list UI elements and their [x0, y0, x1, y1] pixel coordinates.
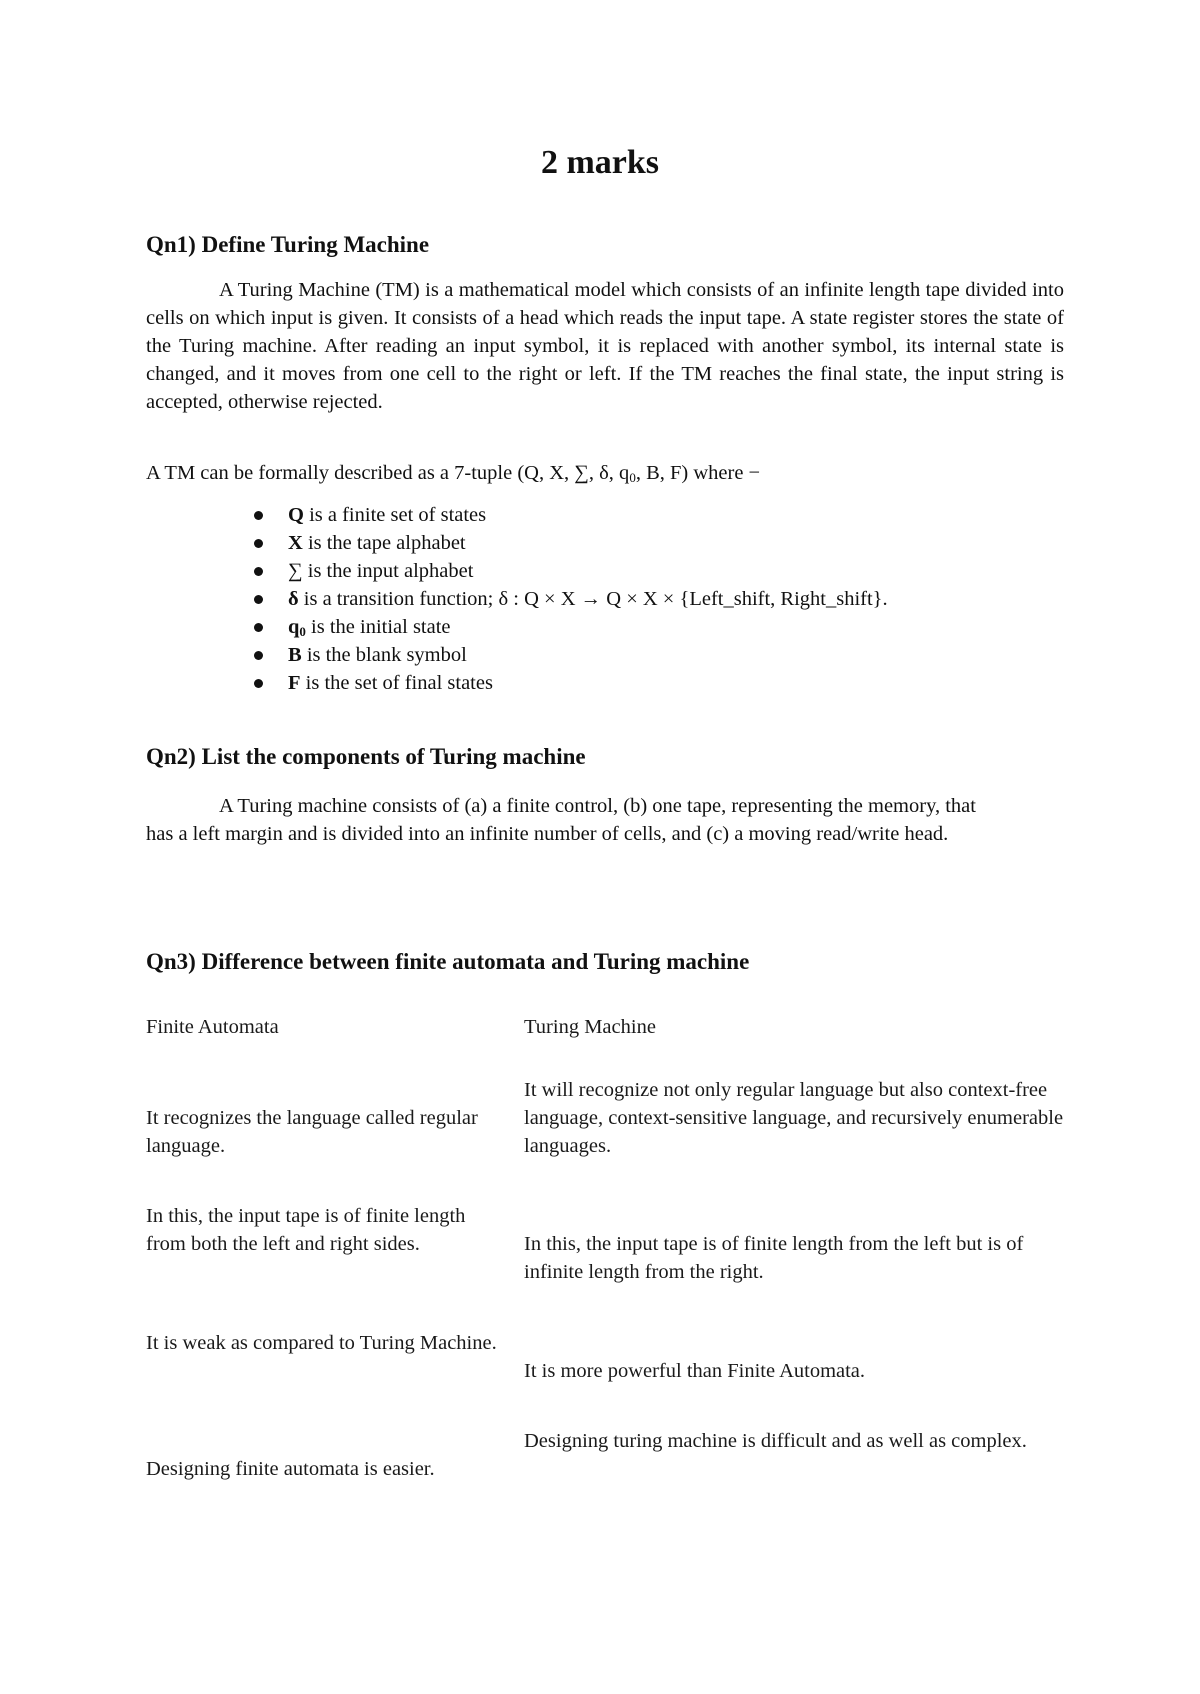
q1-paragraph: A Turing Machine (TM) is a mathematical model which consists of an infinite length tape divided into cells on which input is given. It consists of a head which reads the input tape. A state register stores the state of the Turing machine. After reading an input symbol, it is replaced with another symbol, its internal state is changed, and it moves from one cell to the right or left. If the TM reaches the final state, the input string is accepted, otherwise rejected. — [146, 279, 1064, 413]
bullet-icon — [254, 595, 263, 604]
table-cell-fa-row1: It recognizes the language called regular language. — [146, 1107, 478, 1157]
bullet-icon — [254, 651, 263, 660]
list-item-term: B — [288, 644, 302, 666]
list-item-text: is the input alphabet — [302, 560, 474, 582]
list-item-text: is the tape alphabet — [302, 532, 466, 554]
list-item-term: δ — [288, 588, 299, 610]
q2-heading: Qn2) List the components of Turing machine — [146, 744, 586, 769]
list-item-term: F — [288, 672, 301, 694]
list-item — [250, 501, 888, 529]
list-item — [250, 641, 888, 669]
bullet-icon — [254, 539, 263, 548]
bullet-icon — [254, 679, 263, 688]
list-item-text: is the set of final states — [300, 672, 493, 694]
tuple-definition-list — [250, 501, 888, 697]
table-cell-tm-row2: In this, the input tape is of finite length from the left but is of infinite length from the right. — [524, 1233, 1024, 1283]
list-item-term-sub: 0 — [299, 624, 306, 639]
list-item — [250, 529, 888, 557]
q1-tuple-intro-sub: 0 — [629, 470, 636, 485]
page-title: 2 marks — [540, 144, 660, 181]
list-item — [250, 669, 888, 697]
list-item-text: is a finite set of states — [303, 504, 487, 526]
table-cell-fa-row4: Designing finite automata is easier. — [146, 1458, 435, 1480]
list-item — [250, 613, 888, 641]
list-item-term: ∑ — [288, 560, 303, 582]
q3-heading: Qn3) Difference between finite automata and Turing machine — [146, 949, 750, 974]
q1-tuple-intro-pre: A TM can be formally described as a 7-tuple (Q, X, ∑, δ, q — [146, 462, 630, 484]
q1-heading: Qn1) Define Turing Machine — [146, 232, 430, 257]
table-cell-fa-row3: It is weak as compared to Turing Machine. — [146, 1332, 497, 1354]
bullet-icon — [254, 567, 263, 576]
table-header-turing-machine: Turing Machine — [524, 1016, 656, 1038]
list-item-text: is the blank symbol — [301, 644, 467, 666]
list-item-term — [288, 616, 306, 638]
table-cell-fa-row2: In this, the input tape is of finite length from both the left and right sides. — [146, 1205, 466, 1255]
table-cell-tm-row4: Designing turing machine is difficult and as well as complex. — [524, 1430, 1027, 1452]
bullet-icon — [254, 623, 263, 632]
q2-paragraph: A Turing machine consists of (a) a finite control, (b) one tape, representing the memory, that has a left margin and is divided into an infinite number of cells, and (c) a moving read/write head. — [146, 795, 976, 845]
list-item-text: is the initial state — [305, 616, 451, 638]
q1-tuple-intro-post: , B, F) where − — [635, 462, 761, 484]
list-item-term: Q — [288, 504, 304, 526]
list-item-text: is a transition function; δ : Q × X → Q × X × {Left_shift, Right_shift}. — [298, 588, 888, 610]
list-item — [250, 557, 888, 585]
list-item-term-base: q — [288, 616, 300, 638]
table-cell-tm-row1: It will recognize not only regular language but also context-free language, context-sensitive language, and recursively enumerable languages. — [524, 1079, 1064, 1157]
bullet-icon — [254, 511, 263, 520]
list-item — [250, 585, 888, 613]
q1-tuple-intro — [146, 459, 760, 487]
table-cell-tm-row3: It is more powerful than Finite Automata. — [524, 1360, 866, 1382]
list-item-term: X — [288, 532, 303, 554]
table-header-finite-automata: Finite Automata — [146, 1016, 279, 1038]
